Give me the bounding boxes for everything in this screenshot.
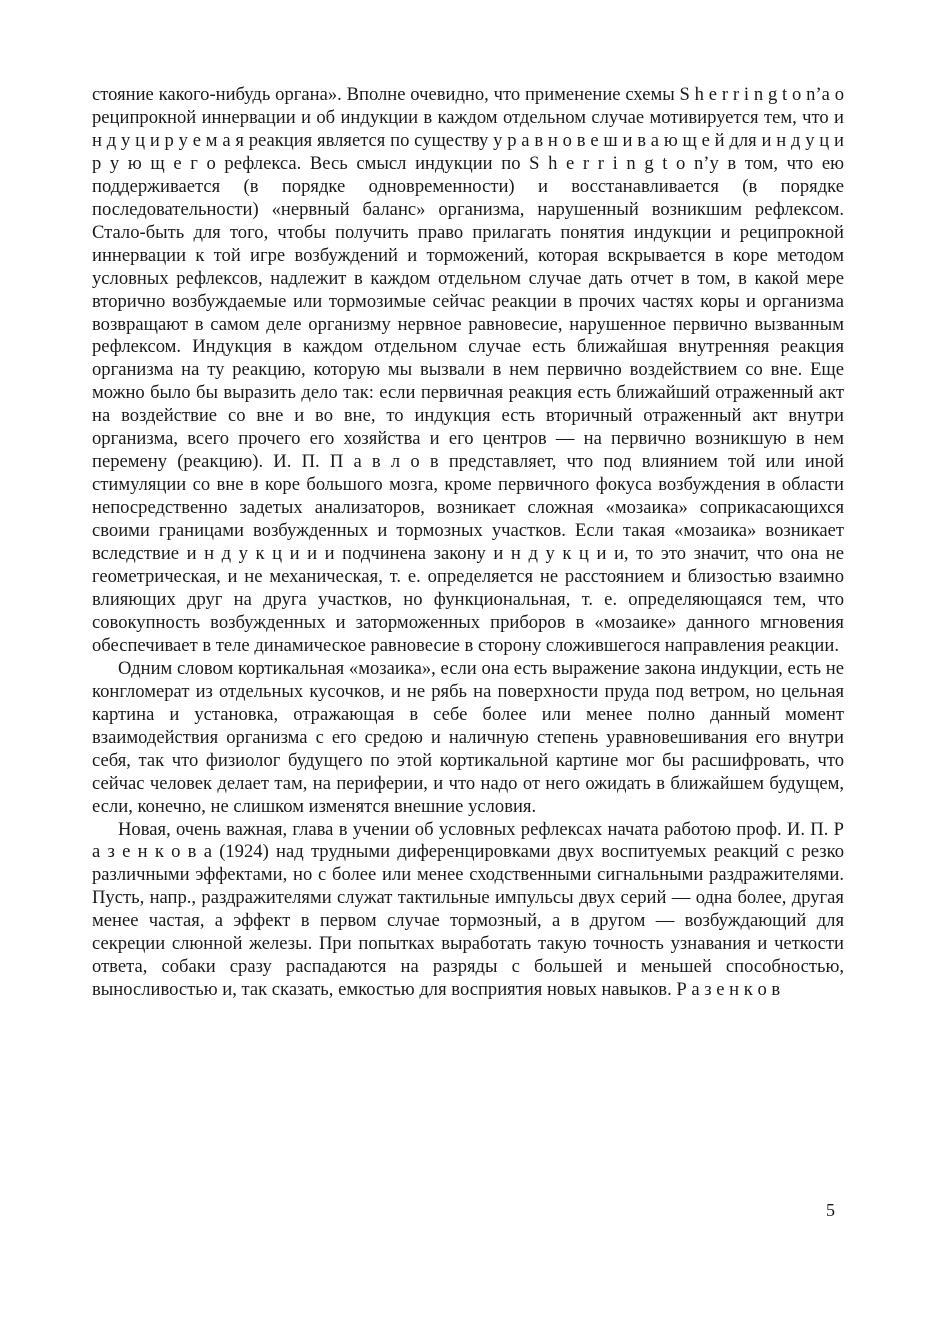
paragraph-2: Одним словом кортикальная «мозаика», если она есть выражение закона индукции, есть не конгломерат из отдельных кусочков, и не рябь на поверхности пруда под ветром, но цельная картина и установка, отражающая в себе более или менее полно данный момент взаимодействия организма с его средою и наличную степень уравновешивания его внутри себя, так что физиолог будущего по этой кортикальной картине мог бы расшифровать, что сейчас человек делает там, на периферии, и что надо от него ожидать в ближайшем будущем, если, конечно, не слишком изменятся внешние условия. xyxy=(92,657,844,817)
body-text xyxy=(92,84,844,1002)
paragraph-1: стояние какого-нибудь органа». Вполне очевидно, что применение схемы S h e r r i n g t o n’а о реципрокной иннервации и об индукции в каждом отдельном случае мотивируется тем, что и н д у ц и р у е м а я реакция является по существу у р а в н о в е ш и в а ю щ е й для и н д у ц и р у ю щ е г о рефлекса. Весь смысл индукции по S h e r r i n g t o n’у в том, что ею поддерживается (в порядке одновременности) и восстанавливается (в порядке последовательности) «нервный баланс» организма, нарушенный возникшим рефлексом. Стало-быть для того, чтобы получить право прилагать понятия индукции и реципрокной иннервации к той игре возбуждений и торможений, которая вскрывается в коре методом условных рефлексов, надлежит в каждом отдельном случае дать отчет в том, в какой мере вторично возбуждаемые или тормозимые сейчас реакции в прочих частях коры и организма возвращают в самом деле организму нервное равновесие, нарушенное первично вызванным рефлексом. Индукция в каждом отдельном случае есть ближайшая внутренняя реакция организма на ту реакцию, которую мы вызвали в нем первично воздействием со вне. Еще можно было бы выразить дело так: если первичная реакция есть ближайший отраженный акт на воздействие со вне и во вне, то индукция есть вторичный отраженный акт внутри организма, всего прочего его хозяйства и его центров — на первично возникшую в нем перемену (реакцию). И. П. П а в л о в представляет, что под влиянием той или иной стимуляции со вне в коре большого мозга, кроме первичного фокуса возбуждения в области непосредственно задетых анализаторов, возникает сложная «мозаика» соприкасающихся своими границами возбужденных и тормозных участков. Если такая «мозаика» возникает вследствие и н д у к ц и и и подчинена закону и н д у к ц и и, то это значит, что она не геометрическая, и не механическая, т. е. определяется не расстоянием и близостью взаимно влияющих друг на друга участков, но функциональная, т. е. определяющаяся тем, что совокупность возбужденных и заторможенных приборов в «мозаике» данного мгновения обеспечивает в теле динамическое равновесие в сторону сложившегося направления реакции. xyxy=(92,84,844,656)
paragraph-3: Новая, очень важная, глава в учении об условных рефлексах начата работою проф. И. П. Р а з е н к о в а (1924) над трудными диференцировками двух воспитуемых реакций с резко различными эффектами, но с более или менее сходственными сигнальными раздражителями. Пусть, напр., раздражителями служат тактильные импульсы двух серий — одна более, другая менее частая, а эффект в первом случае тормозный, а в другом — возбуждающий для секреции слюнной железы. При попытках выработать такую точность узнавания и четкости ответа, собаки сразу распадаются на разряды с большей и меньшей способностью, выносливостью и, так сказать, емкостью для восприятия новых навыков. Р а з е н к о в xyxy=(92,818,844,1001)
page-number: 5 xyxy=(826,1200,835,1220)
